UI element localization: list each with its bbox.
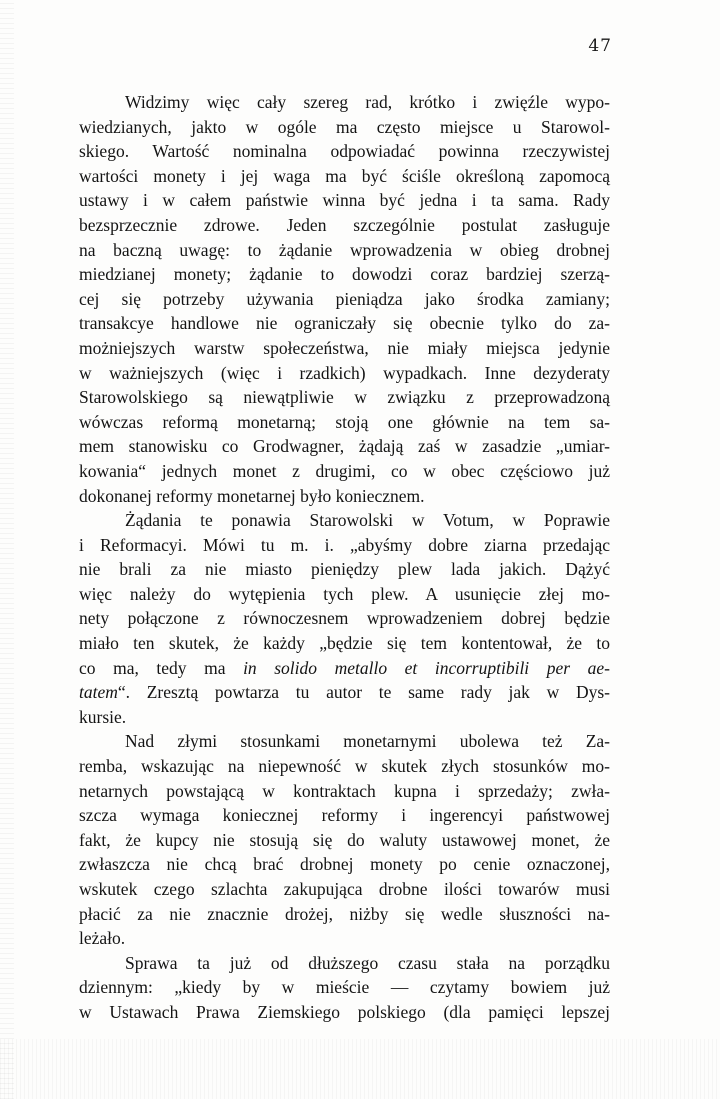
text-line: wówczas reformą monetarną; stoją one głównie na tem sa- [79, 411, 610, 432]
text-line: kowania“ jednych monet z drugimi, co w obec częściowo już [79, 460, 610, 481]
text-line: bezsprzecznie zdrowe. Jeden szczególnie postulat zasługuje [79, 214, 610, 235]
text-line: nie brali za nie miasto pieniędzy plew lada jakich. Dążyć [79, 559, 610, 580]
body-text [79, 90, 610, 1025]
text-line: ustawy i w całem państwie winna być jedna i ta sama. Rady [79, 190, 610, 211]
text-line: szcza wymaga koniecznej reformy i ingerencyi państwowej [79, 805, 610, 826]
text-line: transakcye handlowe nie ograniczały się obecnie tylko do za- [79, 313, 610, 334]
text-line: Nad złymi stosunkami monetarnymi ubolewa też Za- [125, 731, 610, 752]
text-line: płacić za nie znacznie drożej, niżby się wedle słuszności na- [79, 903, 610, 924]
text-line: Starowolskiego są niewątpliwie w związku z przeprowadzoną [79, 387, 610, 408]
text-line: miało ten skutek, że każdy „będzie się tem kontentował, że to [79, 633, 610, 654]
text-line: fakt, że kupcy nie stosują się do waluty ustawowej monet, że [79, 829, 610, 850]
text-line: nety połączone z równoczesnem wprowadzeniem dobrej będzie [79, 608, 610, 629]
text-line: netarnych powstającą w kontraktach kupna i sprzedaży; zwła- [79, 780, 610, 801]
text-line: cej się potrzeby używania pieniądza jako środka zamiany; [79, 288, 610, 309]
italic-latin-phrase: in solido metallo et incorruptibili per ae- [243, 657, 610, 678]
text-line: dokonanej reformy monetarnej było koniecznem. [79, 485, 425, 506]
text-line: wiedzianych, jakto w ogóle ma często miejsce u Starowol- [79, 116, 610, 137]
text-line [79, 656, 610, 681]
text-line: Sprawa ta już od dłuższego czasu stała na porządku [125, 952, 610, 973]
scan-shading-left [0, 0, 14, 1099]
text-line: w Ustawach Prawa Ziemskiego polskiego (dla pamięci lepszej [79, 1001, 610, 1022]
text-line: więc należy do wytępienia tych plew. A usunięcie złej mo- [79, 583, 610, 604]
text-line: w ważniejszych (więc i rzadkich) wypadkach. Inne dezyderaty [79, 362, 610, 383]
text-line [79, 680, 610, 705]
text-line: wartości monety i jej waga ma być ściśle określoną zapomocą [79, 165, 610, 186]
text-line: remba, wskazując na niepewność w skutek złych stosunków mo- [79, 756, 610, 777]
text-line: Żądania te ponawia Starowolski w Votum, w Poprawie [125, 510, 610, 531]
text-line: dziennym: „kiedy by w mieście — czytamy bowiem już [79, 977, 610, 998]
text-line: mem stanowisku co Grodwagner, żądają zaś w zasadzie „umiar- [79, 436, 610, 457]
text-line: leżało. [79, 928, 126, 949]
text-line: wskutek czego szlachta zakupująca drobne ilości towarów musi [79, 879, 610, 899]
text-line: skiego. Wartość nominalna odpowiadać powinna rzeczywistej [79, 141, 610, 162]
page-number: 47 [588, 36, 612, 56]
text-run: co ma, tedy ma [79, 657, 244, 678]
text-line: miedzianej monety; żądanie to dowodzi coraz bardziej szerzą- [79, 264, 610, 285]
text-run: “. Zresztą powtarza tu autor te same rady jak w Dys- [117, 682, 610, 703]
scan-shading-bottom [0, 1039, 720, 1099]
text-line: kursie. [79, 706, 127, 727]
italic-latin-phrase: tatem [79, 682, 118, 703]
text-line: i Reformacyi. Mówi tu m. i. „abyśmy dobre ziarna przedając [79, 534, 610, 555]
text-line: możniejszych warstw społeczeństwa, nie miały miejsca jedynie [79, 337, 610, 358]
text-line: na baczną uwagę: to żądanie wprowadzenia w obieg drobnej [79, 239, 610, 260]
text-line: Widzimy więc cały szereg rad, krótko i zwięźle wypo- [125, 92, 610, 112]
text-line: zwłaszcza nie chcą brać drobnej monety po cenie oznaczonej, [79, 854, 610, 875]
